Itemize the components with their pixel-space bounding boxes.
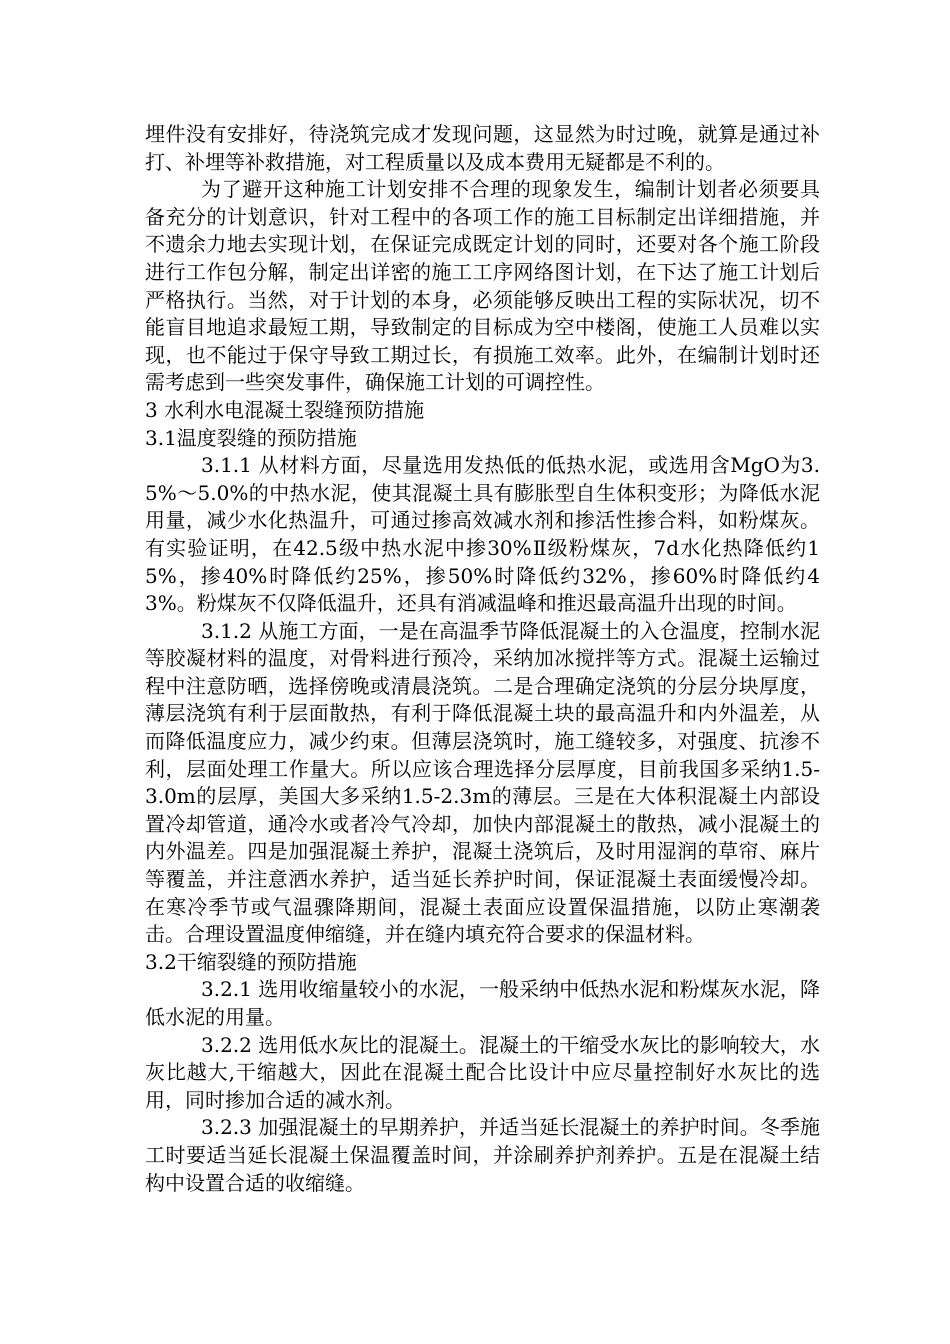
paragraph-planning: 为了避开这种施工计划安排不合理的现象发生，编制计划者必须要具备充分的计划意识，针对工程中的各项工作的施工目标制定出详细措施，并不遗余力地去实现计划，在保证完成既定计划的同时，还要对各个施工阶段进行工作包分解，制定出详密的施工工序网络图计划，在下达了施工计划后严格执行。当然，对于计划的本身，必须能够反映出工程的实际状况，切不能盲目地追求最短工期，导致制定的目标成为空中楼阁，使施工人员难以实现，也不能过于保守导致工期过长，有损施工效率。此外，在编制计划时还需考虑到一些突发事件，确保施工计划的可调控性。 (145, 177, 820, 395)
paragraph-3-2-2: 3.2.2 选用低水灰比的混凝土。混凝土的干缩受水灰比的影响较大，水灰比越大,干缩越大，因此在混凝土配合比设计中应尽量控制好水灰比的选用，同时掺加合适的减水剂。 (145, 1032, 820, 1112)
subsection-heading-3-1: 3.1温度裂缝的预防措施 (145, 425, 357, 450)
paragraph-3-2-1: 3.2.1 选用收缩量较小的水泥，一般采纳中低热水泥和粉煤灰水泥，降低水泥的用量。 (145, 977, 820, 1029)
paragraph-3-2-3: 3.2.3 加强混凝土的早期养护，并适当延长混凝土的养护时间。冬季施工时要适当延长混凝土保温覆盖时间，并涂刷养护剂养护。五是在混凝土结构中设置合适的收缩缝。 (145, 1115, 820, 1195)
paragraph-3-1-1: 3.1.1 从材料方面，尽量选用发热低的低热水泥，或选用含MgO为3.5%～5.0%的中热水泥，使其混凝土具有膨胀型自生体积变形；为降低水泥用量，减少水化热温升，可通过掺高效减水剂和掺活性掺合料，如粉煤灰。有实验证明，在42.5级中热水泥中掺30%Ⅱ级粉煤灰，7d水化热降低约15%，掺40%时降低约25%，掺50%时降低约32%，掺60%时降低约43%。粉煤灰不仅降低温升，还具有消减温峰和推迟最高温升出现的时间。 (145, 453, 820, 616)
section-heading-3: 3 水利水电混凝土裂缝预防措施 (145, 397, 425, 422)
document-body (145, 121, 820, 1197)
paragraph-3-1-2: 3.1.2 从施工方面，一是在高温季节降低混凝土的入仓温度，控制水泥等胶凝材料的温度，对骨料进行预冷，采纳加冰搅拌等方式。混凝土运输过程中注意防晒，选择傍晚或清晨浇筑。二是合理确定浇筑的分层分块厚度，薄层浇筑有利于层面散热，有利于降低混凝土块的最高温升和内外温差，从而降低温度应力，减少约束。但薄层浇筑时，施工缝较多，对强度、抗渗不利，层面处理工作量大。所以应该合理选择分层厚度，目前我国多采纳1.5-3.0m的层厚，美国大多采纳1.5-2.3m的薄层。三是在大体积混凝土内部设置冷却管道，通冷水或者冷气冷却，加快内部混凝土的散热，减小混凝土的内外温差。四是加强混凝土养护，混凝土浇筑后，及时用湿润的草帘、麻片等覆盖，并注意洒水养护，适当延长养护时间，保证混凝土表面缓慢冷却。在寒冷季节或气温骤降期间，混凝土表面应设置保温措施，以防止寒潮袭击。合理设置温度伸缩缝，并在缝内填充符合要求的保温材料。 (145, 618, 820, 947)
subsection-heading-3-2: 3.2干缩裂缝的预防措施 (145, 949, 357, 974)
paragraph-continuation: 埋件没有安排好，待浇筑完成才发现问题，这显然为时过晚，就算是通过补打、补埋等补救措施，对工程质量以及成本费用无疑都是不利的。 (145, 122, 820, 174)
